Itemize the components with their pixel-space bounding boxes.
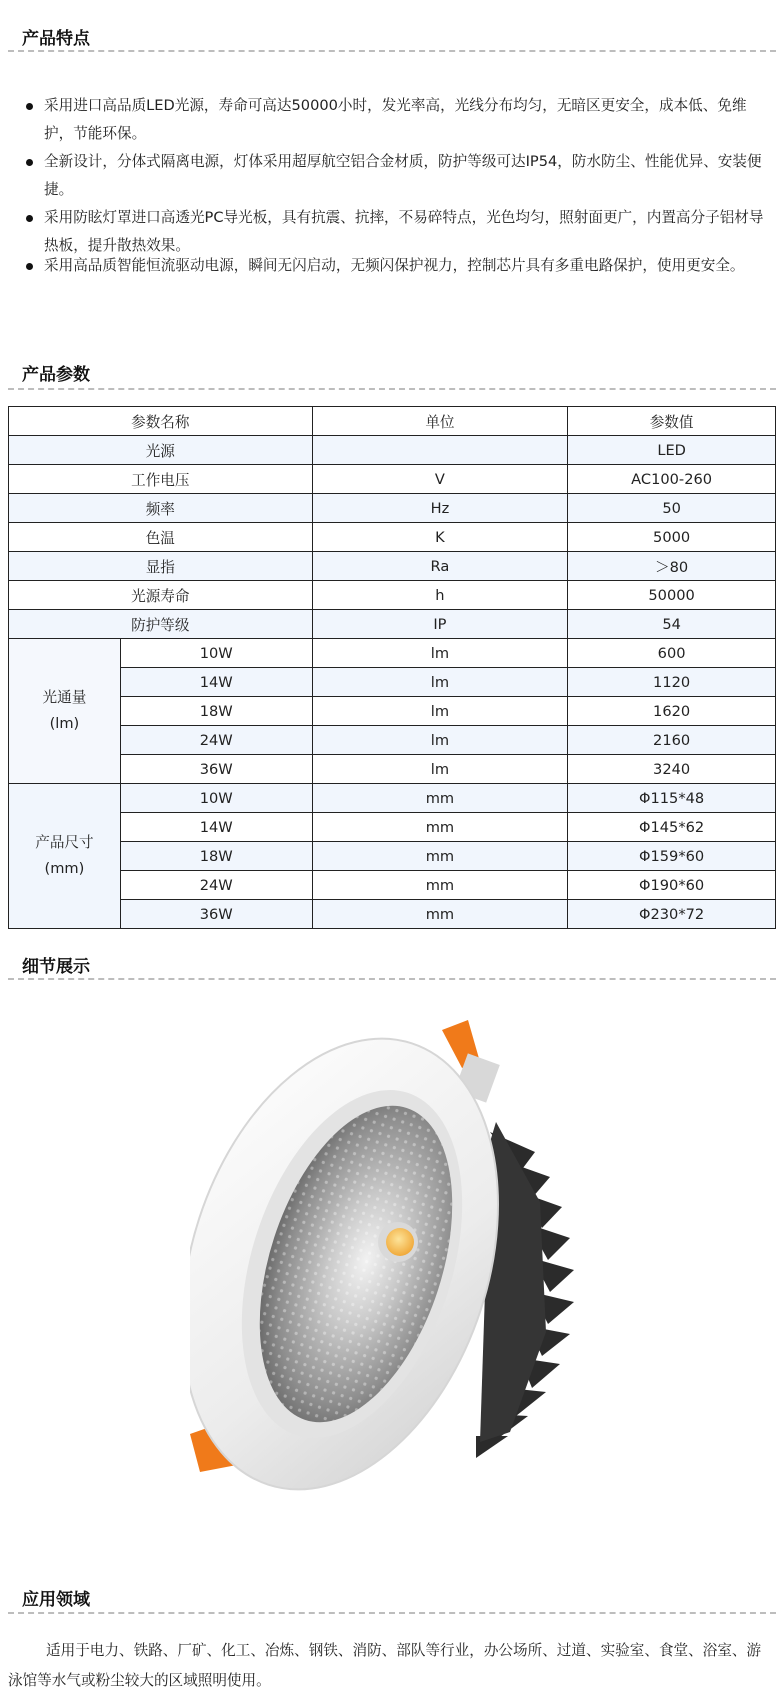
cell-power: 10W (120, 784, 312, 813)
cell-value: 50 (568, 494, 776, 523)
application-description: 适用于电力、铁路、厂矿、化工、冶炼、钢铁、消防、部队等行业，办公场所、过道、实验室、食堂、浴室、游泳馆等水气或粉尘较大的区域照明使用。 (8, 1642, 762, 1689)
cell-power: 18W (120, 697, 312, 726)
cell-param-name: 色温 (9, 523, 313, 552)
features-section-title: 产品特点 (22, 29, 90, 49)
section-divider (8, 1612, 776, 1614)
feature-item: 采用防眩灯罩进口高透光PC导光板，具有抗震、抗摔，不易碎特点，光色均匀，照射面更广，内置高分子铝材导热板，提升散热效果。 (24, 204, 764, 252)
cell-unit (312, 436, 568, 465)
header-value: 参数值 (568, 407, 776, 436)
header-param-name: 参数名称 (9, 407, 313, 436)
header-unit: 单位 (312, 407, 568, 436)
cell-unit: mm (312, 784, 568, 813)
cell-unit: lm (312, 755, 568, 784)
feature-item: 采用高品质智能恒流驱动电源，瞬间无闪启动，无频闪保护视力，控制芯片具有多重电路保护，使用更安全。 (24, 252, 764, 308)
cell-unit: IP (312, 610, 568, 639)
cell-param-name: 光源寿命 (9, 581, 313, 610)
cell-value: 2160 (568, 726, 776, 755)
cob-led-chip (386, 1228, 414, 1256)
cell-value: ＞80 (568, 552, 776, 581)
table-row (9, 639, 776, 668)
feature-item: 采用进口高品质LED光源，寿命可高达50000小时，发光率高，光线分布均匀，无暗区更安全，成本低、免维护，节能环保。 (24, 92, 764, 148)
cell-value: 54 (568, 610, 776, 639)
cell-unit: K (312, 523, 568, 552)
table-row (9, 726, 776, 755)
table-row (9, 784, 776, 813)
size-label-line2: (mm) (44, 860, 85, 877)
cell-unit: V (312, 465, 568, 494)
table-row (9, 436, 776, 465)
cell-power: 24W (120, 726, 312, 755)
cell-unit: Ra (312, 552, 568, 581)
flux-group-label (9, 639, 121, 784)
params-section-title: 产品参数 (22, 365, 90, 385)
cell-unit: lm (312, 668, 568, 697)
cell-value: Φ190*60 (568, 871, 776, 900)
cell-power: 14W (120, 668, 312, 697)
table-row (9, 697, 776, 726)
cell-value: Φ145*62 (568, 813, 776, 842)
table-row (9, 900, 776, 929)
cell-unit: h (312, 581, 568, 610)
table-row (9, 552, 776, 581)
cell-value: 1120 (568, 668, 776, 697)
size-group-label (9, 784, 121, 929)
size-label-line1: 产品尺寸 (35, 834, 94, 851)
cell-unit: Hz (312, 494, 568, 523)
table-row (9, 755, 776, 784)
table-row (9, 813, 776, 842)
section-divider (8, 50, 776, 52)
cell-value: AC100-260 (568, 465, 776, 494)
cell-unit: mm (312, 813, 568, 842)
cell-unit: lm (312, 697, 568, 726)
downlight-illustration (190, 1002, 610, 1572)
table-row (9, 465, 776, 494)
cell-unit: mm (312, 871, 568, 900)
cell-value: 50000 (568, 581, 776, 610)
table-row (9, 581, 776, 610)
cell-value: Φ159*60 (568, 842, 776, 871)
table-row (9, 871, 776, 900)
cell-value: Φ115*48 (568, 784, 776, 813)
cell-unit: lm (312, 726, 568, 755)
cell-value: 1620 (568, 697, 776, 726)
cell-value: Φ230*72 (568, 900, 776, 929)
apply-section-title: 应用领域 (22, 1590, 90, 1610)
flux-label-line1: 光通量 (42, 689, 87, 706)
params-table (8, 406, 776, 929)
cell-param-name: 防护等级 (9, 610, 313, 639)
cell-value: 600 (568, 639, 776, 668)
cell-power: 14W (120, 813, 312, 842)
cell-param-name: 工作电压 (9, 465, 313, 494)
section-divider (8, 388, 776, 390)
table-row (9, 842, 776, 871)
cell-param-name: 频率 (9, 494, 313, 523)
cell-unit: lm (312, 639, 568, 668)
cell-power: 36W (120, 755, 312, 784)
cell-power: 18W (120, 842, 312, 871)
downlight-product-image (190, 1002, 610, 1572)
table-row (9, 494, 776, 523)
cell-value: LED (568, 436, 776, 465)
cell-param-name: 显指 (9, 552, 313, 581)
table-row (9, 668, 776, 697)
cell-power: 10W (120, 639, 312, 668)
cell-param-name: 光源 (9, 436, 313, 465)
feature-item: 全新设计，分体式隔离电源，灯体采用超厚航空铝合金材质，防护等级可达IP54，防水防尘、性能优异、安装便捷。 (24, 148, 764, 204)
features-list (24, 92, 764, 308)
cell-value: 3240 (568, 755, 776, 784)
section-divider (8, 978, 776, 980)
cell-unit: mm (312, 842, 568, 871)
table-header-row (9, 407, 776, 436)
cell-unit: mm (312, 900, 568, 929)
flux-label-line2: (lm) (49, 715, 80, 732)
table-row (9, 610, 776, 639)
table-row (9, 523, 776, 552)
cell-power: 36W (120, 900, 312, 929)
detail-section-title: 细节展示 (22, 957, 90, 977)
cell-power: 24W (120, 871, 312, 900)
cell-value: 5000 (568, 523, 776, 552)
